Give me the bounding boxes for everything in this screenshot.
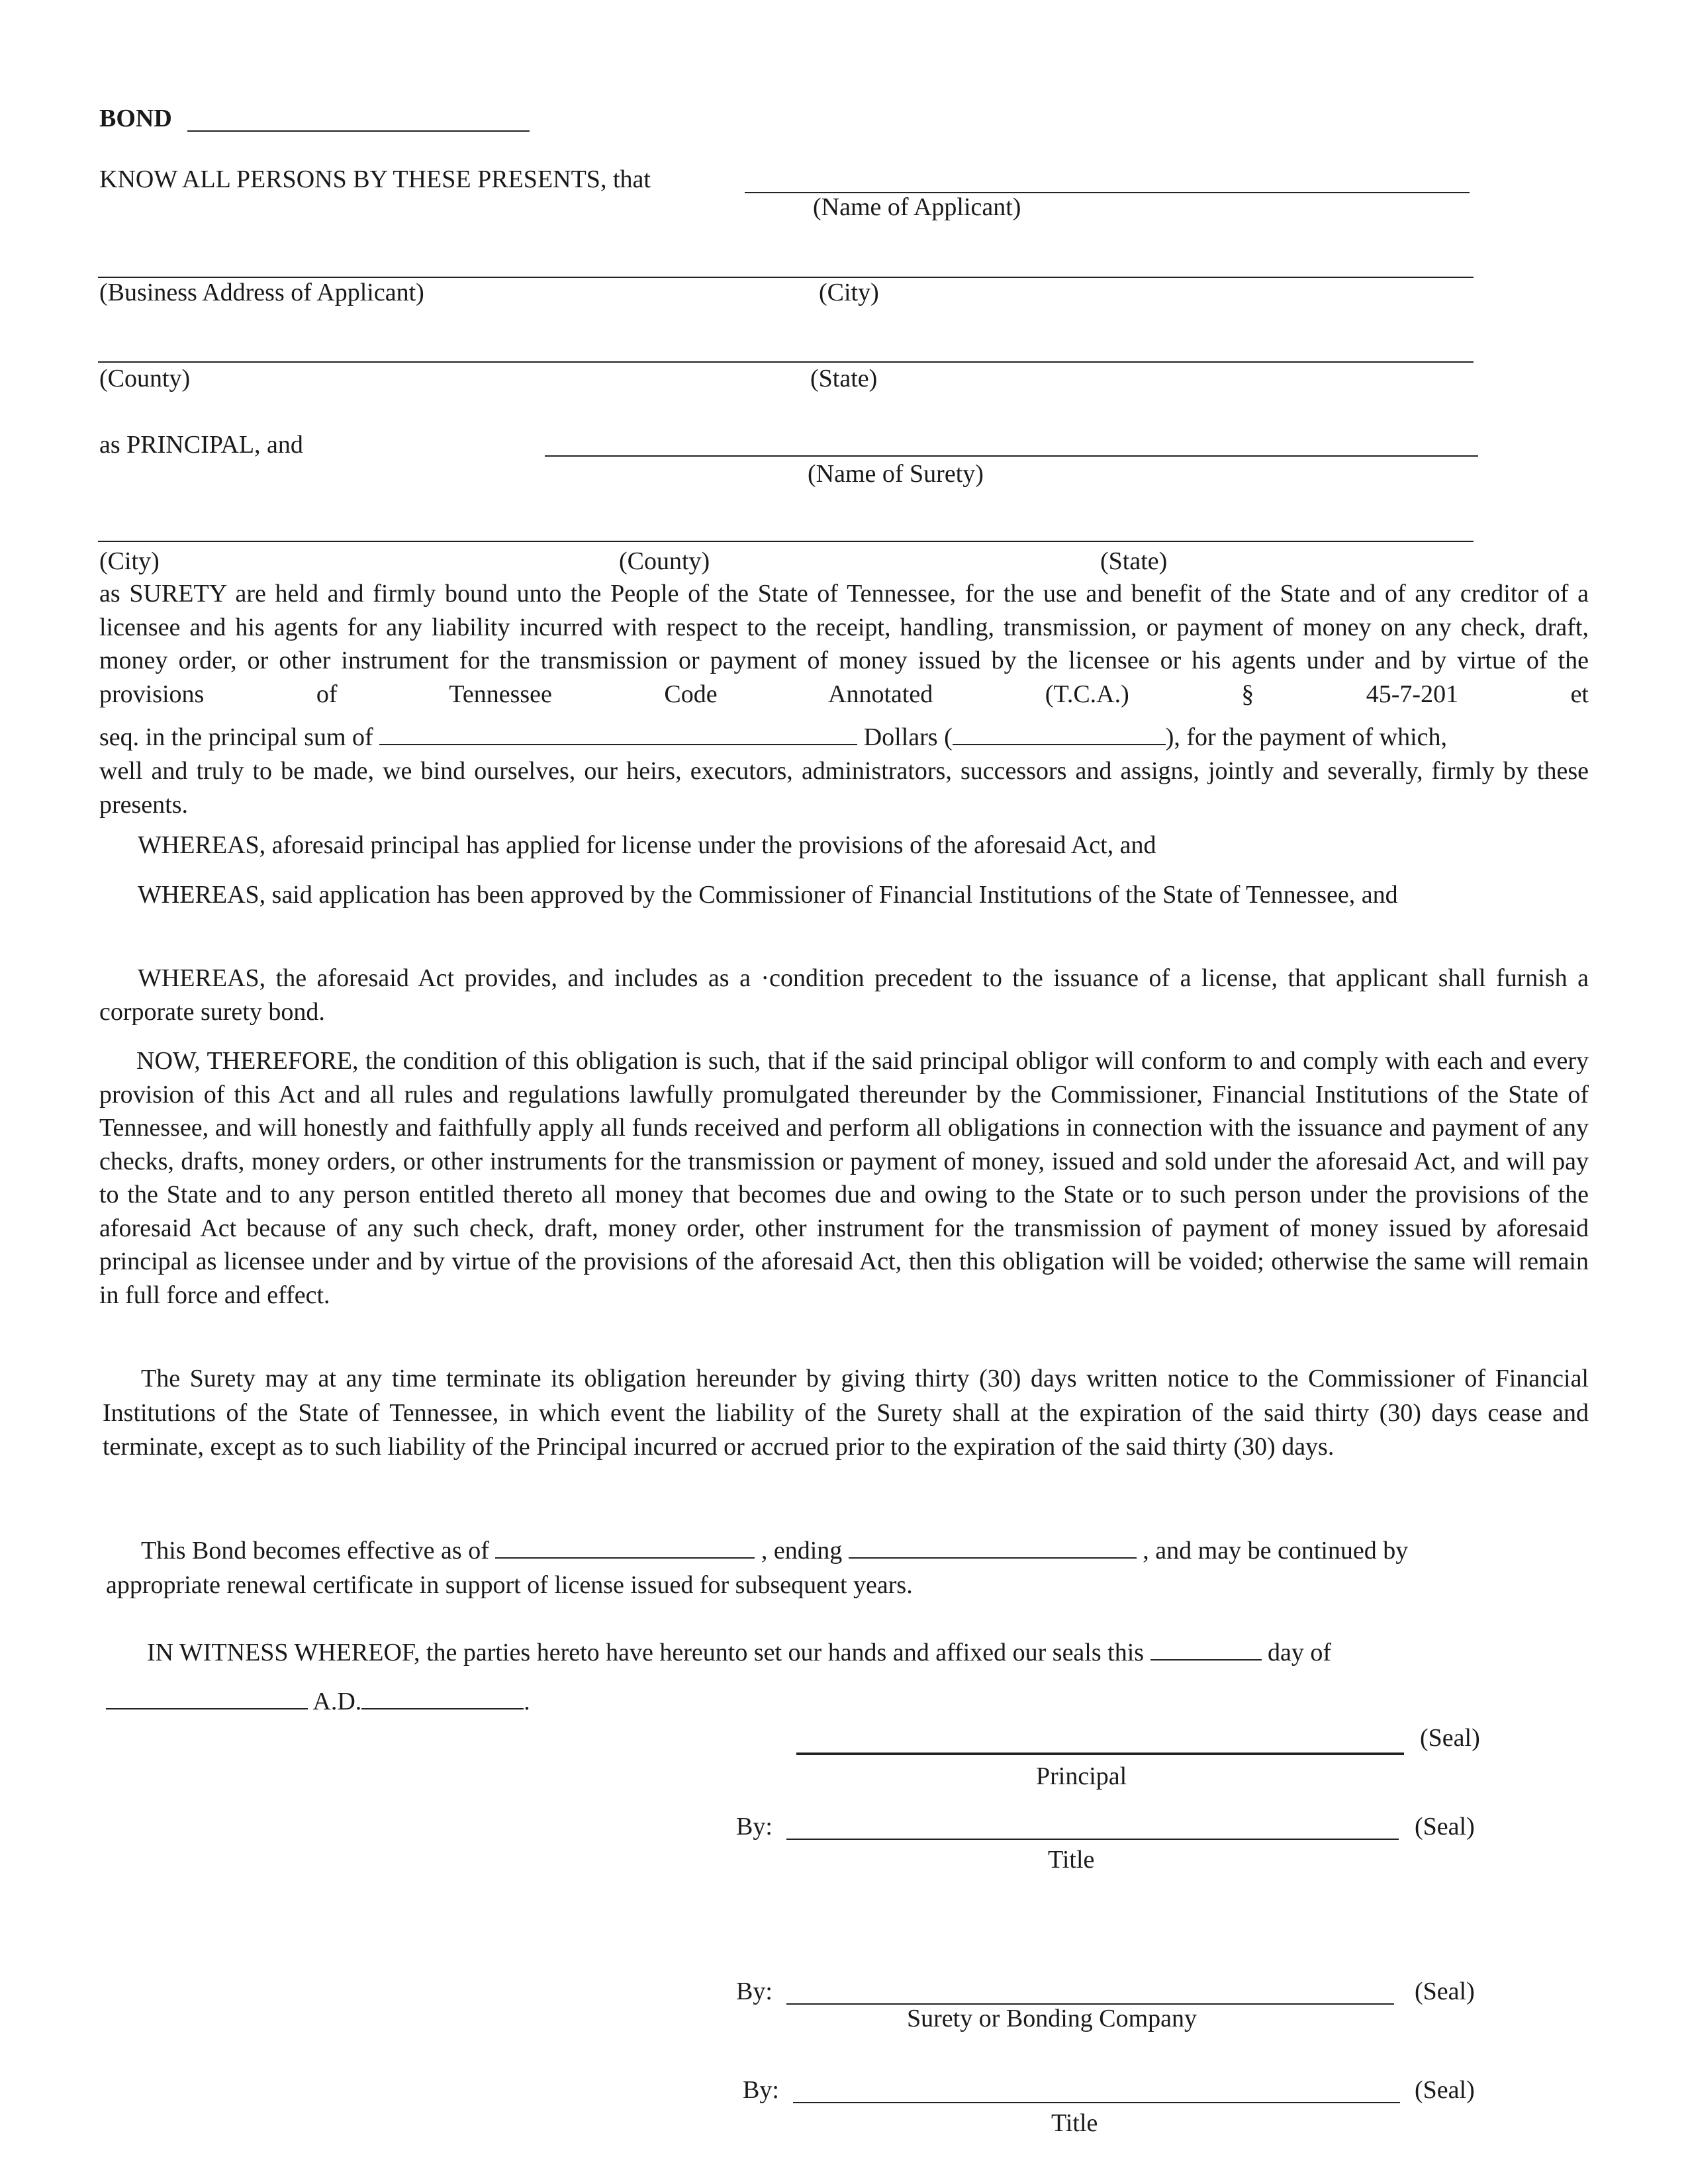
principal-title-field[interactable] <box>786 1839 1399 1840</box>
label-name-of-applicant: (Name of Applicant) <box>813 193 1021 221</box>
seal-4: (Seal) <box>1415 2076 1475 2104</box>
principal-sum-amount-field[interactable] <box>953 721 1166 745</box>
surety-location-field[interactable] <box>98 541 1474 542</box>
witness-month-field[interactable] <box>106 1686 308 1709</box>
label-city-2: (City) <box>99 547 160 575</box>
effective-line <box>141 1535 1408 1567</box>
effective-text: This Bond becomes effective as of <box>141 1537 489 1565</box>
termination-paragraph: The Surety may at any time terminate its obligation hereunder by giving thirty (30) days written notice to the Commissioner of Financial Institutions of the State of Tennessee, in which event the liability of the Surety shall at the expiration of the said thirty (30) days cease and terminate, except as to such liability of the Principal incurred or accrued prior to the expiration of the said thirty (30) days. <box>103 1365 1589 1461</box>
payment-text: ), for the payment of which, <box>1165 723 1447 751</box>
now-therefore-paragraph: NOW, THEREFORE, the condition of this obligation is such, that if the said principal obligor will conform to and comply with each and every provision of this Act and all rules and regulations lawfully promulgated thereunder by the Commissioner, Financial Institutions of the State of Tennessee, and will honestly and faithfully apply all funds received and perform all obligations in connection with the issuance and payment of any checks, drafts, money orders, or other instruments for the transmission or payment of money, issued and sold under the aforesaid Act, and will pay to the State and to any person entitled thereto all money that becomes due and owing to the State or to such person under the provisions of the aforesaid Act because of any such check, draft, money order, other instrument for the transmission of payment of money issued by aforesaid principal as licensee under and by virtue of the provisions of the aforesaid Act, then this obligation will be voided; otherwise the same will remain in full force and effect. <box>99 1047 1589 1309</box>
label-state-1: (State) <box>810 365 878 392</box>
by-2: By: <box>736 1978 773 2005</box>
know-all-text: KNOW ALL PERSONS BY THESE PRESENTS, that <box>99 165 651 193</box>
bond-number-field[interactable] <box>187 130 530 132</box>
principal-label: Principal <box>1036 1762 1127 1790</box>
witness-date-line <box>106 1686 530 1717</box>
principal-title-label: Title <box>1048 1846 1095 1874</box>
ending-date-field[interactable] <box>849 1535 1137 1559</box>
seal-2: (Seal) <box>1415 1813 1475 1841</box>
effective-date-field[interactable] <box>495 1535 755 1559</box>
principal-sum-text: seq. in the principal sum of <box>99 723 373 751</box>
principal-sum-words-field[interactable] <box>379 721 857 745</box>
principal-sum-line <box>99 721 1447 753</box>
by-1: By: <box>736 1813 773 1841</box>
surety-paragraph: as SURETY are held and firmly bound unto the People of the State of Tennessee, for the use and benefit of the State and of any creditor of a licensee and his agents for any liability incurred with respect to the receipt, handling, transmission, or payment of money on any check, draft, money order, or other instrument for the transmission or payment of money issued by the licensee or his agents under and by virtue of the provisions of Tennessee Code Annotated (T.C.A.) § 45-7-201 et <box>99 580 1589 708</box>
dollars-text: Dollars ( <box>863 723 953 751</box>
surety-name-field[interactable] <box>545 455 1478 457</box>
bind-paragraph: well and truly to be made, we bind ourselves, our heirs, executors, administrators, successors and assigns, jointly and severally, firmly by these presents. <box>99 757 1589 819</box>
whereas-2: WHEREAS, said application has been approved by the Commissioner of Financial Institutions of the State of Tennessee, and <box>138 881 1398 909</box>
label-county-2: (County) <box>619 547 710 575</box>
principal-signature-field[interactable] <box>796 1752 1404 1755</box>
label-name-of-surety: (Name of Surety) <box>808 460 984 488</box>
label-city-1: (City) <box>819 279 879 306</box>
label-county-1: (County) <box>99 365 191 392</box>
witness-day-field[interactable] <box>1150 1637 1262 1661</box>
ad-period: . <box>524 1688 530 1715</box>
surety-company-label: Surety or Bonding Company <box>907 2005 1197 2032</box>
ad-text: A.D. <box>312 1688 362 1715</box>
whereas-3: WHEREAS, the aforesaid Act provides, and includes as a ·condition precedent to the issuance of a license, that applicant shall furnish a corporate surety bond. <box>99 964 1589 1026</box>
renewal-text: appropriate renewal certificate in support of license issued for subsequent years. <box>106 1571 913 1599</box>
surety-title-field[interactable] <box>793 2102 1400 2103</box>
bond-title: BOND <box>99 105 172 132</box>
witness-line <box>147 1637 1331 1668</box>
surety-title-label: Title <box>1051 2109 1098 2137</box>
witness-text: IN WITNESS WHEREOF, the parties hereto have hereunto set our hands and affixed our seals this <box>147 1639 1145 1666</box>
label-business-address: (Business Address of Applicant) <box>99 279 424 306</box>
label-state-2: (State) <box>1100 547 1168 575</box>
ending-text: , ending <box>761 1537 843 1565</box>
witness-year-field[interactable] <box>361 1686 524 1709</box>
county-state-field[interactable] <box>98 361 1474 363</box>
whereas-1: WHEREAS, aforesaid principal has applied for license under the provisions of the aforesaid Act, and <box>138 831 1156 859</box>
continued-text: , and may be continued by <box>1143 1537 1409 1565</box>
seal-1: (Seal) <box>1420 1724 1480 1752</box>
by-3: By: <box>743 2076 779 2104</box>
as-principal-text: as PRINCIPAL, and <box>99 431 303 459</box>
day-of-text: day of <box>1268 1639 1332 1666</box>
seal-3: (Seal) <box>1415 1978 1475 2005</box>
